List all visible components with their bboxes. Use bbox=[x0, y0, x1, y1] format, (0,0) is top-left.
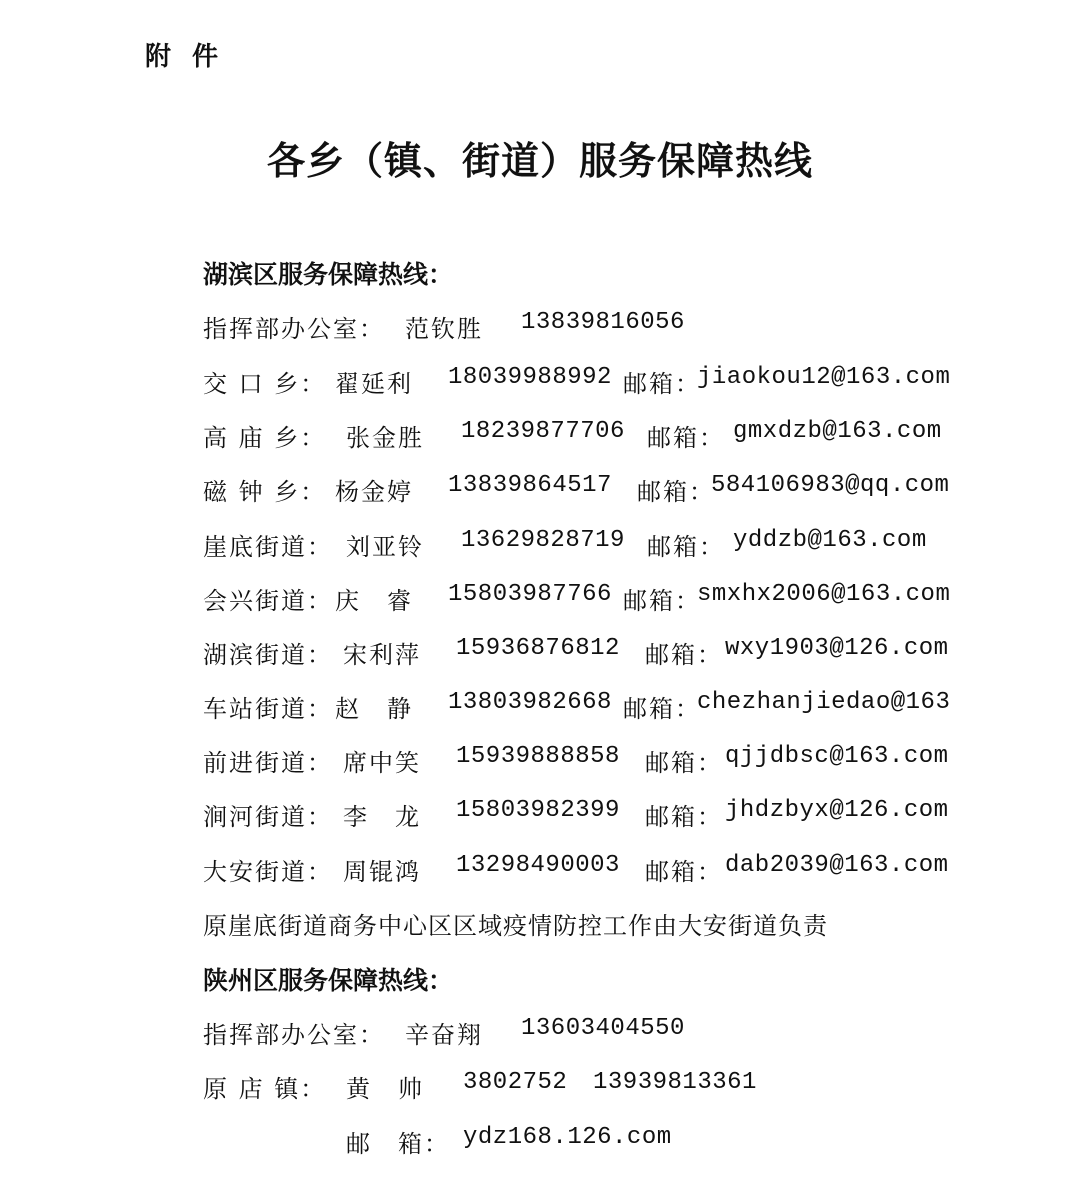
unit-name: 崖底街道： bbox=[203, 533, 333, 561]
email-label: 邮箱： bbox=[645, 803, 723, 831]
contact-email: yddzb@163.com bbox=[733, 527, 927, 554]
contact-person: 李 龙 bbox=[343, 803, 421, 831]
contact-email: gmxdzb@163.com bbox=[733, 418, 942, 445]
contact-person: 席中笑 bbox=[343, 749, 421, 777]
unit-name: 交 口 乡： bbox=[203, 370, 327, 398]
contact-phone: 13839864517 bbox=[448, 472, 612, 499]
unit-name: 会兴街道： bbox=[203, 587, 333, 615]
contact-person: 宋利萍 bbox=[343, 641, 421, 669]
contact-person: 张金胜 bbox=[346, 424, 424, 452]
office-phone: 13839816056 bbox=[521, 309, 685, 336]
email-label: 邮箱： bbox=[623, 370, 701, 398]
contact-phone-secondary: 13939813361 bbox=[593, 1069, 757, 1096]
contact-email: chezhanjiedao@163 bbox=[697, 689, 951, 716]
contact-email: dab2039@163.com bbox=[725, 852, 949, 879]
contact-email: jhdzbyx@126.com bbox=[725, 797, 949, 824]
contact-phone: 15803982399 bbox=[456, 797, 620, 824]
contact-email: ydz168.126.com bbox=[463, 1124, 672, 1151]
email-label: 邮箱： bbox=[647, 533, 725, 561]
contact-person: 刘亚铃 bbox=[346, 533, 424, 561]
office-unit: 指挥部办公室： bbox=[203, 315, 385, 343]
unit-name: 高 庙 乡： bbox=[203, 424, 327, 452]
unit-name: 原 店 镇： bbox=[203, 1075, 327, 1103]
email-label: 邮箱： bbox=[645, 749, 723, 777]
office-phone: 13603404550 bbox=[521, 1015, 685, 1042]
contact-person: 赵 静 bbox=[335, 695, 413, 723]
email-label: 邮箱： bbox=[645, 858, 723, 886]
annex-label: 附 件 bbox=[145, 42, 225, 72]
office-person: 范钦胜 bbox=[405, 315, 483, 343]
email-label: 邮箱： bbox=[647, 424, 725, 452]
contact-phone: 15936876812 bbox=[456, 635, 620, 662]
contact-person: 周锟鸿 bbox=[343, 858, 421, 886]
unit-name: 车站街道： bbox=[203, 695, 333, 723]
contact-person: 庆 睿 bbox=[335, 587, 413, 615]
document-title: 各乡（镇、街道）服务保障热线 bbox=[266, 139, 813, 183]
contact-phone: 13298490003 bbox=[456, 852, 620, 879]
contact-phone: 13803982668 bbox=[448, 689, 612, 716]
contact-email: smxhx2006@163.com bbox=[697, 581, 951, 608]
email-label: 邮箱： bbox=[623, 587, 701, 615]
shanzhou-section-heading: 陕州区服务保障热线： bbox=[203, 966, 454, 995]
unit-name: 大安街道： bbox=[203, 858, 333, 886]
contact-email: wxy1903@126.com bbox=[725, 635, 949, 662]
contact-email: 584106983@qq.com bbox=[711, 472, 950, 499]
email-label: 邮箱： bbox=[637, 478, 715, 506]
contact-phone: 3802752 bbox=[463, 1069, 568, 1096]
contact-person: 黄 帅 bbox=[346, 1075, 424, 1103]
contact-phone: 15803987766 bbox=[448, 581, 612, 608]
hubin-note: 原崖底街道商务中心区区域疫情防控工作由大安街道负责 bbox=[203, 912, 828, 940]
contact-person: 杨金婷 bbox=[335, 478, 413, 506]
contact-email: qjjdbsc@163.com bbox=[725, 743, 949, 770]
office-unit: 指挥部办公室： bbox=[203, 1021, 385, 1049]
hubin-section-heading: 湖滨区服务保障热线： bbox=[203, 260, 454, 289]
contact-phone: 18239877706 bbox=[461, 418, 625, 445]
unit-name: 湖滨街道： bbox=[203, 641, 333, 669]
contact-phone: 18039988992 bbox=[448, 364, 612, 391]
contact-email: jiaokou12@163.com bbox=[697, 364, 951, 391]
email-label: 邮箱： bbox=[645, 641, 723, 669]
contact-person: 翟延利 bbox=[335, 370, 413, 398]
office-person: 辛奋翔 bbox=[405, 1021, 483, 1049]
unit-name: 前进街道： bbox=[203, 749, 333, 777]
email-label: 邮箱： bbox=[623, 695, 701, 723]
contact-phone: 15939888858 bbox=[456, 743, 620, 770]
unit-name: 磁 钟 乡： bbox=[203, 478, 327, 506]
unit-name: 涧河街道： bbox=[203, 803, 333, 831]
contact-phone: 13629828719 bbox=[461, 527, 625, 554]
email-label: 邮 箱： bbox=[346, 1130, 450, 1158]
